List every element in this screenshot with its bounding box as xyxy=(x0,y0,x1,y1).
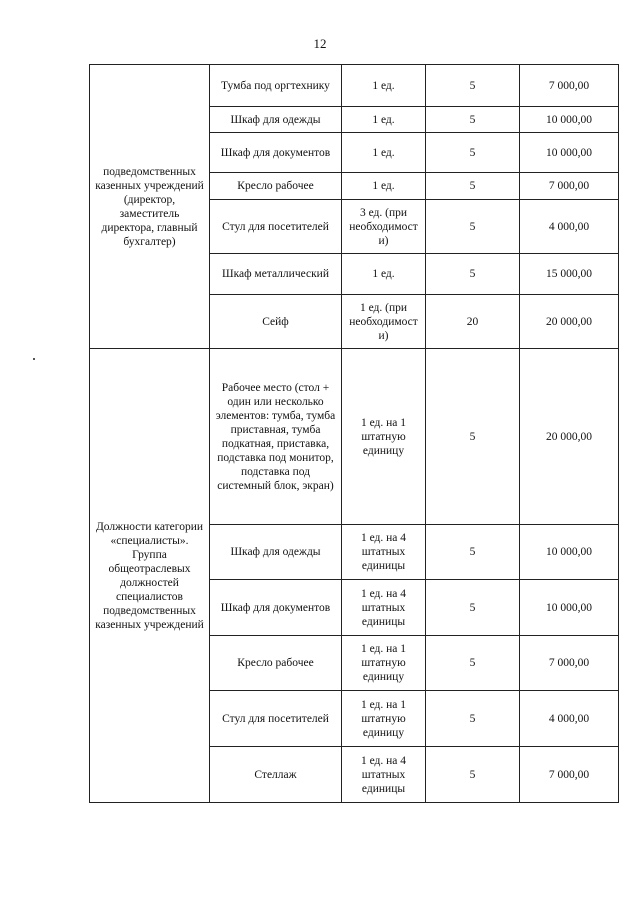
service-life-cell: 5 xyxy=(426,65,520,107)
item-name-cell: Шкаф для одежды xyxy=(210,107,342,133)
item-name-cell: Сейф xyxy=(210,295,342,349)
position-category-cell: Должности категории «специалисты». Группа общеотраслевых должностей специалистов подведомственных казенных учреждений xyxy=(90,349,210,803)
quantity-cell: 1 ед. xyxy=(342,254,426,295)
item-name-cell: Кресло рабочее xyxy=(210,636,342,691)
item-name-cell: Кресло рабочее xyxy=(210,173,342,200)
price-cell: 7 000,00 xyxy=(520,636,619,691)
price-cell: 10 000,00 xyxy=(520,107,619,133)
service-life-cell: 5 xyxy=(426,580,520,636)
item-name-cell: Тумба под оргтехнику xyxy=(210,65,342,107)
scan-speck xyxy=(33,358,35,360)
price-cell: 4 000,00 xyxy=(520,200,619,254)
service-life-cell: 5 xyxy=(426,691,520,747)
service-life-cell: 5 xyxy=(426,133,520,173)
service-life-cell: 5 xyxy=(426,173,520,200)
price-cell: 20 000,00 xyxy=(520,349,619,525)
position-category-cell: подведомственных казенных учреждений (директор, заместитель директора, главный бухгалтер) xyxy=(90,65,210,349)
item-name-cell: Шкаф для одежды xyxy=(210,525,342,580)
service-life-cell: 5 xyxy=(426,107,520,133)
item-name-cell: Шкаф для документов xyxy=(210,133,342,173)
service-life-cell: 5 xyxy=(426,254,520,295)
price-cell: 7 000,00 xyxy=(520,173,619,200)
item-name-cell: Стеллаж xyxy=(210,747,342,803)
quantity-cell: 1 ед. xyxy=(342,107,426,133)
quantity-cell: 3 ед. (при необходимост и) xyxy=(342,200,426,254)
quantity-cell: 1 ед. (при необходимост и) xyxy=(342,295,426,349)
service-life-cell: 5 xyxy=(426,525,520,580)
item-name-cell: Стул для посетителей xyxy=(210,200,342,254)
price-cell: 10 000,00 xyxy=(520,133,619,173)
table-row xyxy=(90,65,619,107)
price-cell: 7 000,00 xyxy=(520,65,619,107)
quantity-cell: 1 ед. на 1 штатную единицу xyxy=(342,636,426,691)
quantity-cell: 1 ед. на 1 штатную единицу xyxy=(342,691,426,747)
quantity-cell: 1 ед. xyxy=(342,173,426,200)
furniture-norms-table xyxy=(89,64,619,803)
quantity-cell: 1 ед. xyxy=(342,133,426,173)
service-life-cell: 5 xyxy=(426,636,520,691)
service-life-cell: 5 xyxy=(426,349,520,525)
price-cell: 15 000,00 xyxy=(520,254,619,295)
table-row xyxy=(90,349,619,525)
quantity-cell: 1 ед. на 1 штатную единицу xyxy=(342,349,426,525)
price-cell: 20 000,00 xyxy=(520,295,619,349)
quantity-cell: 1 ед. xyxy=(342,65,426,107)
price-cell: 4 000,00 xyxy=(520,691,619,747)
item-name-cell: Рабочее место (стол + один или несколько элементов: тумба, тумба приставная, тумба подкатная, приставка, подставка под монитор, подставка под системный блок, экран) xyxy=(210,349,342,525)
quantity-cell: 1 ед. на 4 штатных единицы xyxy=(342,525,426,580)
service-life-cell: 5 xyxy=(426,200,520,254)
page-number: 12 xyxy=(313,36,327,51)
quantity-cell: 1 ед. на 4 штатных единицы xyxy=(342,747,426,803)
item-name-cell: Стул для посетителей xyxy=(210,691,342,747)
price-cell: 10 000,00 xyxy=(520,580,619,636)
service-life-cell: 20 xyxy=(426,295,520,349)
price-cell: 10 000,00 xyxy=(520,525,619,580)
item-name-cell: Шкаф металлический xyxy=(210,254,342,295)
quantity-cell: 1 ед. на 4 штатных единицы xyxy=(342,580,426,636)
price-cell: 7 000,00 xyxy=(520,747,619,803)
service-life-cell: 5 xyxy=(426,747,520,803)
item-name-cell: Шкаф для документов xyxy=(210,580,342,636)
